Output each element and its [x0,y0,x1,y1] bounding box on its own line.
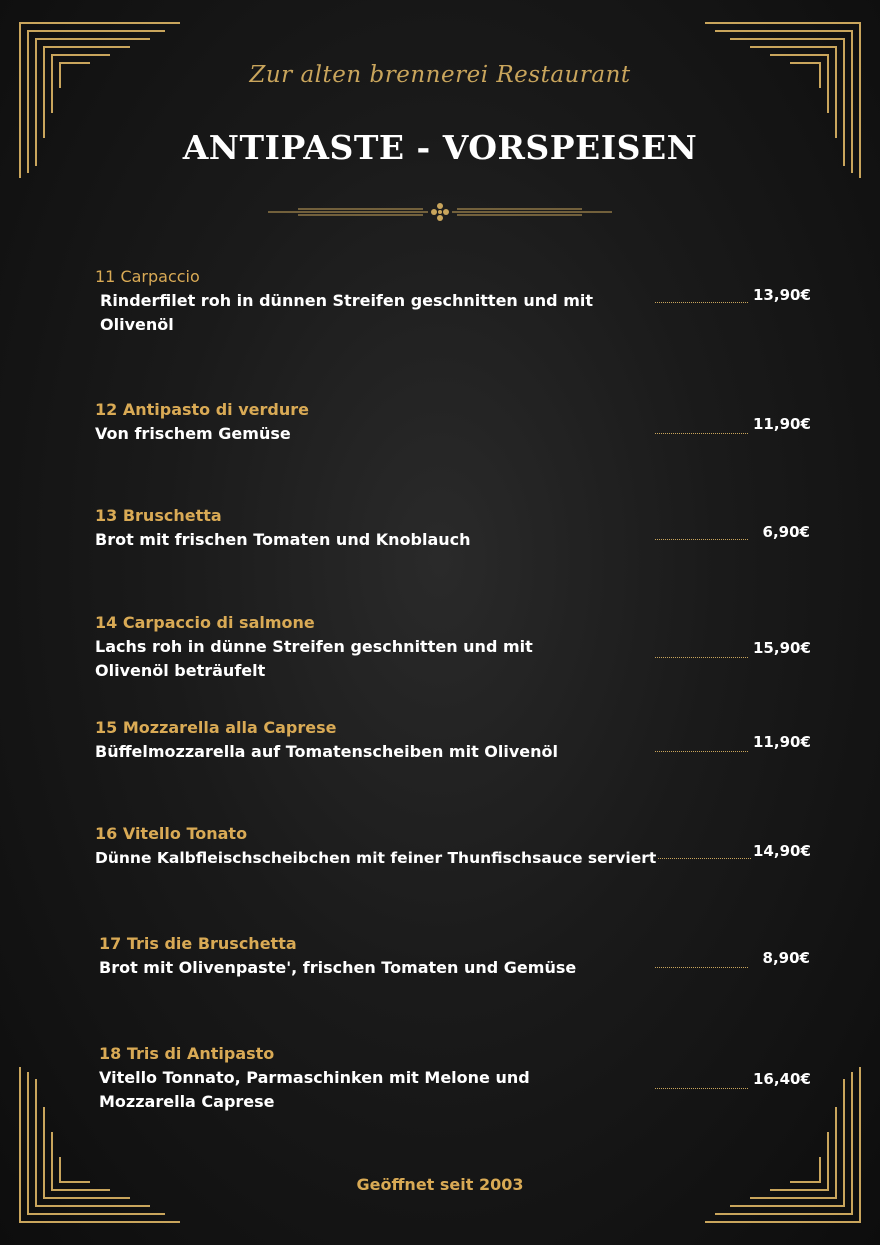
menu-item-price: 11,90€ [753,733,811,751]
menu-item-description: Brot mit Olivenpaste', frischen Tomaten und Gemüse [99,958,577,977]
menu-item-price: 14,90€ [753,842,811,860]
menu-item-description: Vitello Tonnato, Parmaschinken mit Melone und Mozzarella Caprese [99,1068,530,1111]
menu-item-price: 8,90€ [762,949,810,967]
menu-item-price: 13,90€ [753,286,811,304]
restaurant-name: Zur alten brennerei Restaurant [249,62,631,88]
menu-item-title: 15 Mozzarella alla Caprese [95,718,337,737]
page-title: ANTIPASTE - VORSPEISEN [182,128,698,167]
menu-item-description: Brot mit frischen Tomaten und Knoblauch [95,530,471,549]
menu-item-title: 16 Vitello Tonato [95,824,248,843]
price-leader-dots [655,302,748,303]
menu-item-description: Büffelmozzarella auf Tomatenscheiben mit Olivenöl [95,742,558,761]
menu-item-price: 11,90€ [753,415,811,433]
price-leader-dots [655,751,748,752]
price-leader-dots [655,539,748,540]
price-leader-dots [655,433,748,434]
menu-item-title: 18 Tris di Antipasto [99,1044,275,1063]
menu-item [95,716,880,764]
menu-item-description: Von frischem Gemüse [95,424,291,443]
menu-item [95,504,880,552]
menu-item-title: 17 Tris die Bruschetta [99,934,297,953]
price-leader-dots [658,858,751,859]
menu-item-price: 15,90€ [753,639,811,657]
menu-item [99,932,880,980]
menu-item-description: Dünne Kalbfleischscheibchen mit feiner Thunfischsauce serviert [95,849,657,867]
ornamental-divider [268,200,612,224]
menu-item-price: 16,40€ [753,1070,811,1088]
menu-item-description: Rinderfilet roh in dünnen Streifen geschnitten und mit Olivenöl [100,291,593,334]
price-leader-dots [655,1088,748,1089]
opening-footer: Geöffnet seit 2003 [356,1175,524,1194]
menu-item-title: 13 Bruschetta [95,506,222,525]
menu-item [95,265,880,337]
menu-item [99,1042,880,1114]
menu-item [95,398,880,446]
menu-item-title: 14 Carpaccio di salmone [95,613,315,632]
menu-item [95,822,880,870]
menu-item [95,611,880,683]
menu-item-title: 12 Antipasto di verdure [95,400,309,419]
menu-item-price: 6,90€ [762,523,810,541]
menu-item-title: 11 Carpaccio [95,267,200,286]
price-leader-dots [655,657,748,658]
menu-item-description: Lachs roh in dünne Streifen geschnitten und mit Olivenöl beträufelt [95,637,533,680]
price-leader-dots [655,967,748,968]
